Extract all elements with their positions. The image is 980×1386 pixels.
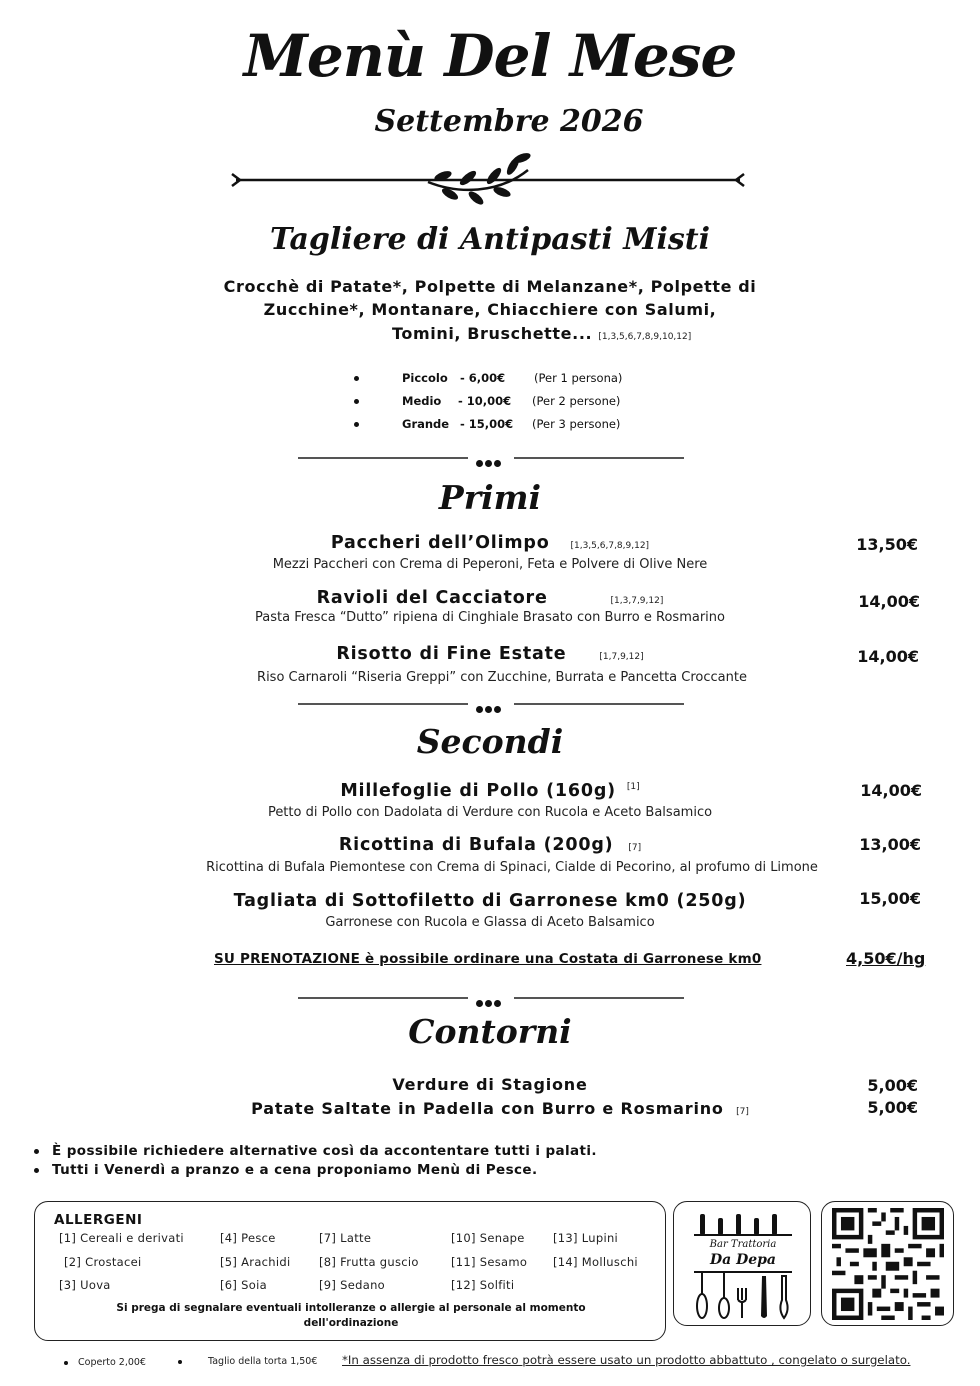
secondi-item-desc: Ricottina di Bufala Piemontese con Crema di Spinaci, Cialde di Pecorino, al profumo di Limone (206, 860, 818, 875)
contorni-item-price: 5,00€ (867, 1076, 918, 1095)
primi-item-desc: Pasta Fresca “Dutto” ripiena di Cinghiale Brasato con Burro e Rosmarino (255, 610, 725, 625)
size-note: (Per 1 persona) (534, 371, 623, 385)
secondi-item-desc: Garronese con Rucola e Glassa di Aceto Balsamico (325, 915, 655, 930)
bullet-icon (64, 1361, 68, 1365)
coperto-item (78, 1357, 146, 1368)
allergeni-warning-line1: Si prega di segnalare eventuali intolleranze o allergie al personale al momento (116, 1302, 586, 1314)
dish-name: Ricottina di Bufala (200g) (338, 835, 614, 855)
vine-ornament-icon (228, 150, 748, 206)
utensils-top-icon (694, 1210, 792, 1238)
section-divider (298, 453, 684, 463)
secondi-item-price: 13,00€ (859, 835, 921, 854)
size-note: (Per 2 persone) (532, 394, 621, 408)
note-item (52, 1143, 597, 1159)
allergen-item: [9] Sedano (319, 1278, 385, 1292)
allergen-item: [14] Molluschi (553, 1255, 638, 1269)
dish-name: Ravioli del Cacciatore (316, 588, 548, 608)
primi-item-desc: Mezzi Paccheri con Crema di Peperoni, Feta e Polvere di Olive Nere (272, 557, 708, 572)
secondi-item-price: 15,00€ (859, 889, 921, 908)
dish-name: Risotto di Fine Estate (336, 644, 567, 664)
bullet-icon (354, 422, 359, 427)
allergen-item: [6] Soia (220, 1278, 267, 1292)
logo-box (673, 1201, 811, 1326)
note-text: Tutti i Venerdì a pranzo e a cena proponiamo Menù di Pesce. (52, 1162, 538, 1178)
allergeni-box (34, 1201, 666, 1341)
qr-box (821, 1201, 954, 1326)
dish-name: Tagliata di Sottofiletto di Garronese km0 (250g) (233, 891, 747, 911)
size-note: (Per 3 persone) (532, 417, 621, 431)
allergeni-warning-line2: dell'ordinazione (303, 1317, 399, 1329)
primi-item-price: 14,00€ (858, 592, 920, 611)
note-item (52, 1162, 538, 1178)
allergen-item: [11] Sesamo (451, 1255, 528, 1269)
dish-name: Millefoglie di Pollo (160g) (340, 781, 616, 801)
antipasti-desc-line2: Zucchine*, Montanare, Chiacchiere con Salumi, (263, 300, 717, 319)
dish-allergens: [1,3,7,9,12] (610, 596, 664, 606)
secondi-title: Secondi (416, 722, 564, 761)
allergen-item: [4] Pesce (220, 1231, 276, 1245)
allergeni-title: ALLERGENI (54, 1212, 143, 1228)
bullet-icon (178, 1360, 182, 1364)
bullet-icon (354, 399, 359, 404)
size-price: - 6,00€ (460, 371, 506, 385)
antipasti-title: Tagliere di Antipasti Misti (270, 222, 710, 257)
antipasti-desc-line1: Crocchè di Patate*, Polpette di Melanzane*, Polpette di (223, 277, 757, 296)
secondi-item-price: 14,00€ (860, 781, 922, 800)
allergen-item: [3] Uova (59, 1278, 111, 1292)
dish-name: Patate Saltate in Padella con Burro e Rosmarino (251, 1099, 724, 1118)
reservation-price: 4,50€/hg (846, 949, 926, 968)
taglio-text: Taglio della torta 1,50€ (208, 1356, 318, 1367)
primi-item-desc: Riso Carnaroli “Riseria Greppi” con Zucchine, Burrata e Pancetta Croccante (257, 670, 747, 685)
size-price: - 15,00€ (460, 417, 514, 431)
reservation-text: SU PRENOTAZIONE è possibile ordinare una Costata di Garronese km0 (214, 951, 762, 967)
note-text: È possibile richiedere alternative così da accontentare tutti i palati. (52, 1143, 597, 1159)
size-name: Piccolo (402, 371, 448, 385)
allergen-item: [10] Senape (451, 1231, 525, 1245)
qr-code-icon (832, 1208, 944, 1320)
allergen-item: [12] Solfiti (451, 1278, 515, 1292)
primi-item-price: 14,00€ (857, 647, 919, 666)
bullet-icon (34, 1168, 39, 1173)
taglio-item (208, 1356, 317, 1367)
coperto-text: Coperto 2,00€ (78, 1357, 146, 1368)
allergen-item: [8] Frutta guscio (319, 1255, 419, 1269)
contorni-title: Contorni (408, 1012, 572, 1051)
dish-name: Verdure di Stagione (392, 1075, 588, 1094)
allergen-item: [7] Latte (319, 1231, 372, 1245)
antipasti-allergens: [1,3,5,6,7,8,9,10,12] (598, 332, 692, 342)
contorni-item-price: 5,00€ (867, 1098, 918, 1117)
primi-title: Primi (438, 478, 542, 517)
size-name: Grande (402, 417, 450, 431)
allergen-item: [5] Arachidi (220, 1255, 291, 1269)
dish-allergens: [1,3,5,6,7,8,9,12] (570, 541, 650, 551)
page-subtitle: Settembre 2026 (374, 104, 644, 139)
allergen-item: [1] Cereali e derivati (59, 1231, 184, 1245)
antipasti-desc-line3-text: Tomini, Bruschette... (392, 324, 593, 343)
bullet-icon (34, 1149, 39, 1154)
page-title: Menù Del Mese (243, 22, 737, 90)
section-divider (298, 993, 684, 1003)
bullet-icon (354, 376, 359, 381)
allergen-item: [13] Lupini (553, 1231, 619, 1245)
disclaimer: *In assenza di prodotto fresco potrà essere usato un prodotto abbattuto , congelato o surgelato. (342, 1353, 911, 1367)
size-name: Medio (402, 394, 442, 408)
allergen-item: [2] Crostacei (64, 1255, 142, 1269)
dish-allergens: [1] (626, 782, 640, 793)
section-divider (298, 699, 684, 709)
dish-name: Paccheri dell’Olimpo (330, 533, 550, 553)
logo-line2: Da Depa (710, 1252, 776, 1268)
logo-line1: Bar Trattoria (709, 1239, 777, 1250)
primi-item-price: 13,50€ (856, 535, 918, 554)
dish-allergens: [7] (628, 843, 642, 853)
dish-allergens: [1,7,9,12] (599, 652, 644, 662)
dish-allergens: [7] (736, 1107, 749, 1117)
secondi-item-desc: Petto di Pollo con Dadolata di Verdure con Rucola e Aceto Balsamico (267, 805, 713, 820)
size-price: - 10,00€ (458, 394, 512, 408)
kitchen-utensils-icon (694, 1270, 792, 1322)
antipasti-desc-line3 (392, 324, 691, 343)
